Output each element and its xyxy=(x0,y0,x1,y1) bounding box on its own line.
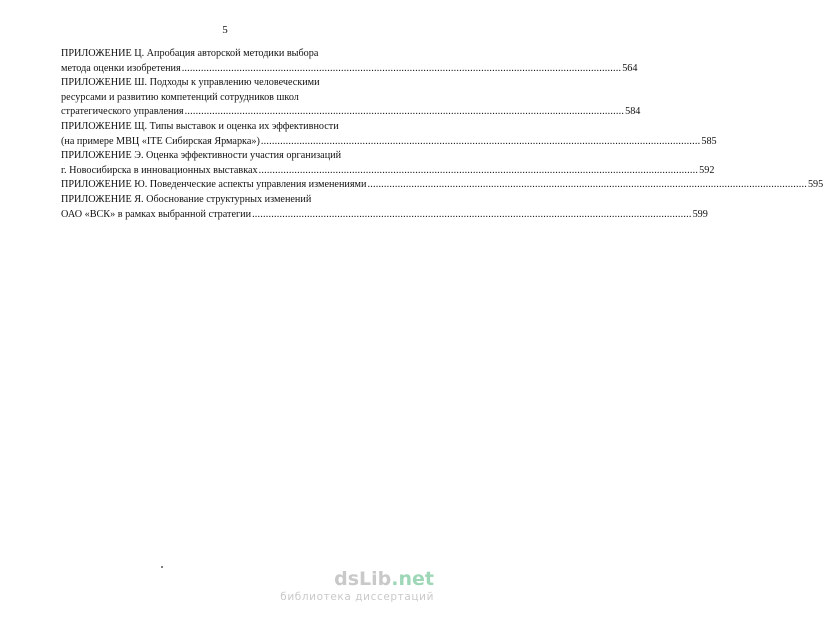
watermark-tagline: библиотека диссертаций xyxy=(280,591,434,603)
scan-speck xyxy=(161,566,163,568)
watermark-logo xyxy=(280,568,434,590)
toc-entry-title: ПРИЛОЖЕНИЕ Ш. Подходы к управлению человеческими xyxy=(61,77,320,89)
dot-leader: ................................................................................................................................................................ xyxy=(181,62,622,74)
toc-line xyxy=(61,76,403,91)
toc-entry-title: (на примере МВЦ «ITE Сибирская Ярмарка») xyxy=(61,135,260,147)
watermark-logo-main: dsLib xyxy=(334,568,392,590)
toc-line xyxy=(61,105,641,120)
dot-leader: ................................................................................................................................................................ xyxy=(184,106,625,118)
toc-entry xyxy=(61,149,715,178)
toc-line xyxy=(61,91,403,106)
page-number: 5 xyxy=(222,24,228,36)
toc-page-number: 595 xyxy=(807,179,823,191)
toc-page-number: 585 xyxy=(701,135,717,147)
toc-line xyxy=(61,47,403,62)
toc-entry xyxy=(61,178,823,193)
toc-entry-title: стратегического управления xyxy=(61,106,184,118)
toc-entry-title: ПРИЛОЖЕНИЕ Я. Обоснование структурных изменений xyxy=(61,193,312,205)
toc-entry-title: г. Новосибирска в инновационных выставках xyxy=(61,164,258,176)
toc-line xyxy=(61,208,708,223)
toc-entry-title: ресурсами и развитию компетенций сотрудников школ xyxy=(61,91,299,103)
watermark xyxy=(280,568,434,604)
toc-line xyxy=(61,120,403,135)
toc-line xyxy=(61,193,403,208)
dot-leader: ................................................................................................................................................................ xyxy=(260,135,701,147)
table-of-contents xyxy=(61,47,823,222)
toc-line xyxy=(61,164,715,179)
toc-entry-title: ОАО «ВСК» в рамках выбранной стратегии xyxy=(61,208,252,220)
toc-entry-title: ПРИЛОЖЕНИЕ Ю. Поведенческие аспекты управления изменениями xyxy=(61,179,367,191)
dot-leader: ................................................................................................................................................................ xyxy=(252,208,692,220)
toc-entry xyxy=(61,76,641,120)
watermark-logo-suffix: .net xyxy=(391,568,434,590)
toc-entry xyxy=(61,47,638,76)
toc-entry-title: ПРИЛОЖЕНИЕ Ц. Апробация авторской методики выбора xyxy=(61,48,319,59)
toc-page-number: 592 xyxy=(699,164,715,176)
dot-leader: ................................................................................................................................................................ xyxy=(258,164,699,176)
toc-line xyxy=(61,135,717,150)
toc-entry-title: метода оценки изобретения xyxy=(61,62,181,74)
toc-line xyxy=(61,149,403,164)
toc-entry-title: ПРИЛОЖЕНИЕ Щ. Типы выставок и оценка их эффективности xyxy=(61,120,339,132)
toc-line xyxy=(61,178,823,193)
toc-entry xyxy=(61,120,717,149)
toc-page-number: 599 xyxy=(692,208,708,220)
toc-page-number: 564 xyxy=(622,62,638,74)
toc-line xyxy=(61,62,638,77)
toc-entry xyxy=(61,193,708,222)
dot-leader: ................................................................................................................................................................ xyxy=(367,179,807,191)
toc-entry-title: ПРИЛОЖЕНИЕ Э. Оценка эффективности участия организаций xyxy=(61,150,342,162)
toc-page-number: 584 xyxy=(625,106,641,118)
